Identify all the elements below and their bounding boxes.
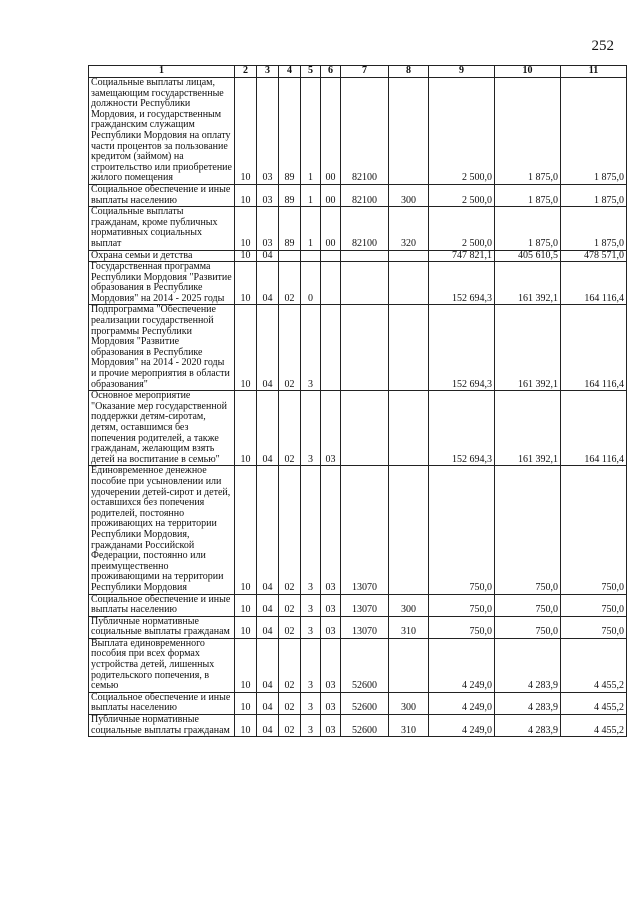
code-section: 10 [235, 305, 257, 391]
code-subprogram: 3 [301, 466, 321, 594]
code-program: 02 [279, 391, 301, 466]
code-section: 10 [235, 466, 257, 594]
code-event [321, 305, 341, 391]
code-subsection: 03 [257, 184, 279, 206]
amount-col-11: 750,0 [561, 466, 627, 594]
table-row [89, 391, 627, 466]
code-expense-type [389, 466, 429, 594]
code-section: 10 [235, 715, 257, 737]
code-expense-type [389, 391, 429, 466]
code-subsection: 04 [257, 638, 279, 692]
amount-col-11: 164 116,4 [561, 262, 627, 305]
amount-col-9: 4 249,0 [429, 638, 495, 692]
amount-col-11: 750,0 [561, 594, 627, 616]
code-event: 03 [321, 616, 341, 638]
code-event: 03 [321, 692, 341, 714]
code-subprogram: 3 [301, 305, 321, 391]
amount-col-10: 750,0 [495, 616, 561, 638]
column-header: 6 [321, 66, 341, 78]
code-subsection: 04 [257, 250, 279, 262]
amount-col-11: 750,0 [561, 616, 627, 638]
code-program: 89 [279, 184, 301, 206]
amount-col-9: 152 694,3 [429, 305, 495, 391]
code-section: 10 [235, 207, 257, 250]
code-section: 10 [235, 692, 257, 714]
code-section: 10 [235, 78, 257, 185]
amount-col-10: 1 875,0 [495, 184, 561, 206]
header-row [89, 66, 627, 78]
amount-col-11: 4 455,2 [561, 692, 627, 714]
amount-col-9: 4 249,0 [429, 715, 495, 737]
code-program: 02 [279, 692, 301, 714]
code-direction [341, 250, 389, 262]
code-subprogram: 0 [301, 262, 321, 305]
column-header: 8 [389, 66, 429, 78]
amount-col-9: 4 249,0 [429, 692, 495, 714]
code-direction: 82100 [341, 184, 389, 206]
code-direction [341, 391, 389, 466]
table-row [89, 638, 627, 692]
code-subsection: 03 [257, 207, 279, 250]
amount-col-11: 1 875,0 [561, 78, 627, 185]
code-direction: 82100 [341, 207, 389, 250]
code-expense-type: 300 [389, 594, 429, 616]
amount-col-9: 750,0 [429, 466, 495, 594]
amount-col-11: 4 455,2 [561, 715, 627, 737]
code-expense-type: 320 [389, 207, 429, 250]
amount-col-10: 161 392,1 [495, 262, 561, 305]
table-row [89, 78, 627, 185]
row-name: Подпрограмма "Обеспечение реализации государственной программы Республики Мордовия "Развитие образования в Республике Мордовия" на 2014 - 2020 годы и прочие мероприятия в области образования" [89, 305, 235, 391]
table-row [89, 262, 627, 305]
amount-col-9: 2 500,0 [429, 207, 495, 250]
code-section: 10 [235, 184, 257, 206]
column-header: 2 [235, 66, 257, 78]
amount-col-10: 1 875,0 [495, 78, 561, 185]
table-row [89, 207, 627, 250]
amount-col-10: 750,0 [495, 594, 561, 616]
code-direction: 13070 [341, 594, 389, 616]
code-direction: 13070 [341, 466, 389, 594]
amount-col-9: 750,0 [429, 616, 495, 638]
row-name: Социальное обеспечение и иные выплаты населению [89, 184, 235, 206]
column-header: 7 [341, 66, 389, 78]
amount-col-10: 4 283,9 [495, 638, 561, 692]
amount-col-11: 164 116,4 [561, 305, 627, 391]
row-name: Выплата единовременного пособия при всех формах устройства детей, лишенных родительского попечения, в семью [89, 638, 235, 692]
amount-col-10: 4 283,9 [495, 692, 561, 714]
column-header: 5 [301, 66, 321, 78]
code-subprogram: 3 [301, 616, 321, 638]
code-subprogram: 3 [301, 692, 321, 714]
code-expense-type [389, 638, 429, 692]
table-row [89, 305, 627, 391]
code-direction: 13070 [341, 616, 389, 638]
amount-col-9: 2 500,0 [429, 184, 495, 206]
row-name: Социальное обеспечение и иные выплаты населению [89, 692, 235, 714]
code-event: 00 [321, 207, 341, 250]
code-subsection: 04 [257, 262, 279, 305]
code-direction: 82100 [341, 78, 389, 185]
code-subsection: 04 [257, 692, 279, 714]
table-row [89, 466, 627, 594]
code-program: 02 [279, 616, 301, 638]
amount-col-11: 4 455,2 [561, 638, 627, 692]
code-expense-type [389, 78, 429, 185]
code-subsection: 04 [257, 715, 279, 737]
code-direction [341, 262, 389, 305]
row-name: Социальные выплаты гражданам, кроме публичных нормативных социальных выплат [89, 207, 235, 250]
amount-col-10: 750,0 [495, 466, 561, 594]
code-section: 10 [235, 594, 257, 616]
code-event [321, 250, 341, 262]
code-program: 02 [279, 466, 301, 594]
code-expense-type: 310 [389, 715, 429, 737]
code-direction: 52600 [341, 692, 389, 714]
column-header: 9 [429, 66, 495, 78]
code-expense-type [389, 250, 429, 262]
code-subsection: 04 [257, 466, 279, 594]
code-subprogram: 1 [301, 184, 321, 206]
code-subsection: 04 [257, 391, 279, 466]
budget-table [88, 65, 627, 737]
code-expense-type: 310 [389, 616, 429, 638]
code-event [321, 262, 341, 305]
code-program: 89 [279, 207, 301, 250]
code-event: 03 [321, 466, 341, 594]
row-name: Единовременное денежное пособие при усыновлении или удочерении детей-сирот и детей, оставшихся без попечения родителей, постоянно проживающих на территории Республики Мордовия, гражданами Российской Федерации, постоянно или преимущественно проживающими на территории Республики Мордовия [89, 466, 235, 594]
amount-col-10: 405 610,5 [495, 250, 561, 262]
code-section: 10 [235, 638, 257, 692]
amount-col-11: 478 571,0 [561, 250, 627, 262]
page-number: 252 [591, 38, 614, 54]
amount-col-9: 152 694,3 [429, 391, 495, 466]
code-event: 03 [321, 594, 341, 616]
amount-col-10: 161 392,1 [495, 305, 561, 391]
code-section: 10 [235, 262, 257, 305]
code-subprogram: 1 [301, 78, 321, 185]
table-row [89, 184, 627, 206]
amount-col-10: 4 283,9 [495, 715, 561, 737]
amount-col-9: 750,0 [429, 594, 495, 616]
amount-col-11: 164 116,4 [561, 391, 627, 466]
code-section: 10 [235, 250, 257, 262]
code-program: 02 [279, 594, 301, 616]
code-program: 02 [279, 638, 301, 692]
code-event: 03 [321, 638, 341, 692]
row-name: Социальные выплаты лицам, замещающим государственные должности Республики Мордовия, и государственным гражданским служащим Республики Мордовия на оплату части процентов за пользование кредитом (займом) на строительство или приобретение жилого помещения [89, 78, 235, 185]
amount-col-11: 1 875,0 [561, 207, 627, 250]
column-header: 4 [279, 66, 301, 78]
column-header: 3 [257, 66, 279, 78]
amount-col-9: 2 500,0 [429, 78, 495, 185]
code-subprogram: 1 [301, 207, 321, 250]
code-direction [341, 305, 389, 391]
code-event: 00 [321, 78, 341, 185]
table-row [89, 594, 627, 616]
column-header: 11 [561, 66, 627, 78]
code-subsection: 04 [257, 594, 279, 616]
row-name: Охрана семьи и детства [89, 250, 235, 262]
code-subprogram: 3 [301, 391, 321, 466]
code-program: 02 [279, 715, 301, 737]
amount-col-11: 1 875,0 [561, 184, 627, 206]
code-event: 03 [321, 715, 341, 737]
code-program: 02 [279, 305, 301, 391]
code-direction: 52600 [341, 715, 389, 737]
code-expense-type [389, 305, 429, 391]
code-direction: 52600 [341, 638, 389, 692]
table-row [89, 715, 627, 737]
code-event: 03 [321, 391, 341, 466]
column-header: 1 [89, 66, 235, 78]
row-name: Социальное обеспечение и иные выплаты населению [89, 594, 235, 616]
table-row [89, 250, 627, 262]
row-name: Основное мероприятие "Оказание мер государственной поддержки детям-сиротам, детям, оставшимся без попечения родителей, а также гражданам, желающим взять детей на воспитание в семью" [89, 391, 235, 466]
code-program: 02 [279, 262, 301, 305]
code-subprogram: 3 [301, 594, 321, 616]
row-name: Публичные нормативные социальные выплаты гражданам [89, 616, 235, 638]
code-expense-type [389, 262, 429, 305]
table-row [89, 616, 627, 638]
column-header: 10 [495, 66, 561, 78]
code-section: 10 [235, 391, 257, 466]
code-program [279, 250, 301, 262]
code-program: 89 [279, 78, 301, 185]
row-name: Государственная программа Республики Мордовия "Развитие образования в Республике Мордовия" на 2014 - 2025 годы [89, 262, 235, 305]
amount-col-9: 747 821,1 [429, 250, 495, 262]
table-row [89, 692, 627, 714]
code-expense-type: 300 [389, 692, 429, 714]
row-name: Публичные нормативные социальные выплаты гражданам [89, 715, 235, 737]
code-subprogram [301, 250, 321, 262]
code-expense-type: 300 [389, 184, 429, 206]
code-subsection: 04 [257, 305, 279, 391]
code-subsection: 03 [257, 78, 279, 185]
code-section: 10 [235, 616, 257, 638]
code-subprogram: 3 [301, 715, 321, 737]
code-event: 00 [321, 184, 341, 206]
amount-col-10: 1 875,0 [495, 207, 561, 250]
amount-col-10: 161 392,1 [495, 391, 561, 466]
code-subsection: 04 [257, 616, 279, 638]
code-subprogram: 3 [301, 638, 321, 692]
amount-col-9: 152 694,3 [429, 262, 495, 305]
